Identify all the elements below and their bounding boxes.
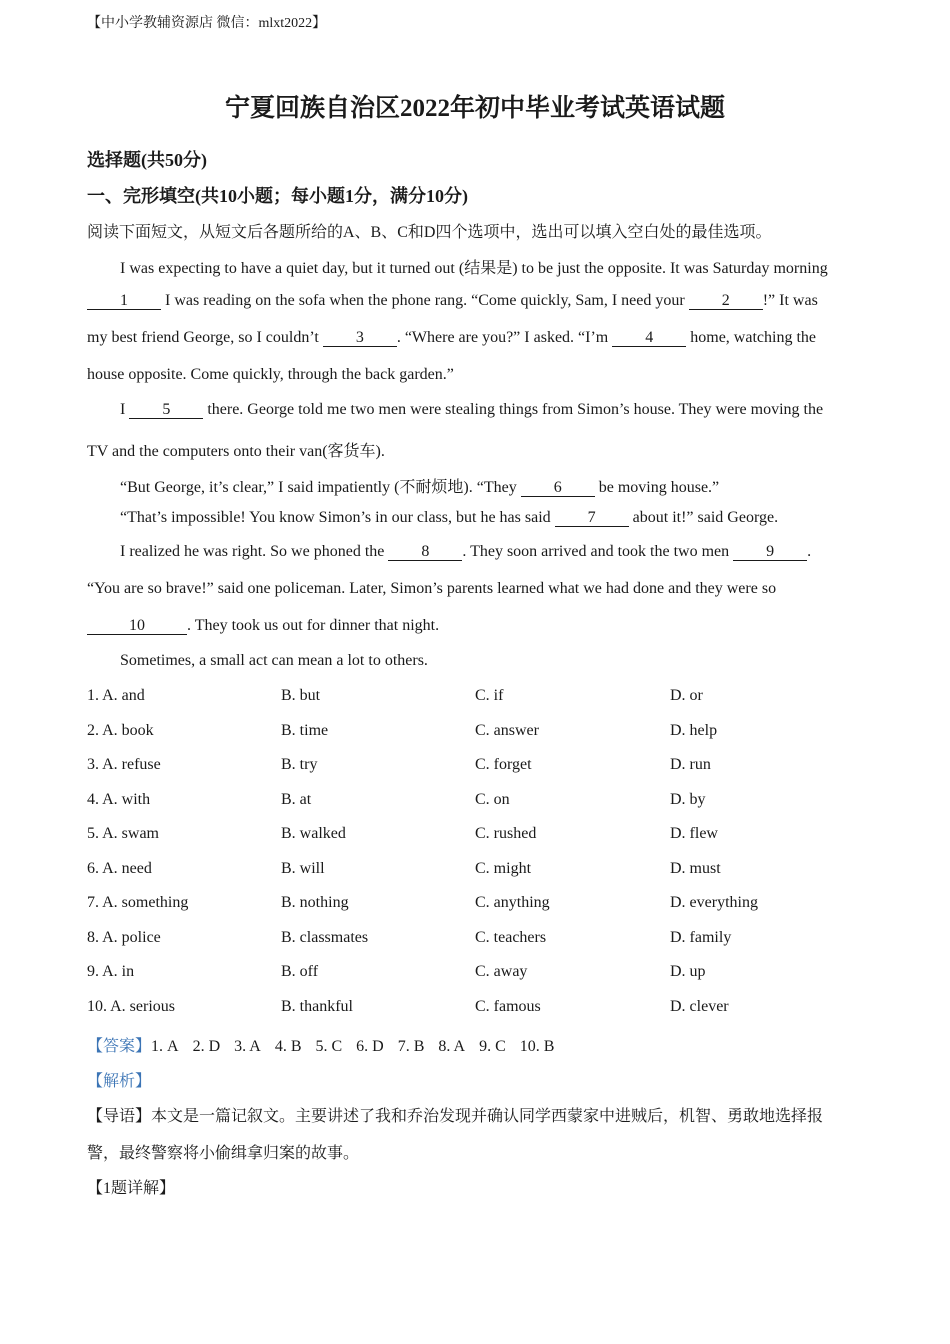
answer-item: 10. B xyxy=(519,1038,555,1055)
passage-text: !” It was xyxy=(762,292,818,309)
option-d: D. or xyxy=(670,687,703,704)
blank-2: 2 xyxy=(689,292,763,310)
option-d: D. clever xyxy=(670,998,729,1015)
option-row xyxy=(87,756,867,778)
answer-item: 3. A xyxy=(234,1038,261,1055)
option-a: 10. A. serious xyxy=(87,998,175,1015)
option-row xyxy=(87,929,867,951)
option-c: C. on xyxy=(475,791,510,808)
passage-text: . They soon arrived and took the two men xyxy=(462,543,734,560)
option-d: D. by xyxy=(670,791,706,808)
passage-text: I was expecting to have a quiet day, but it turned out (结果是) to be just the opposite. It was Saturday morning xyxy=(120,260,828,277)
passage-text: . “Where are you?” I asked. “I’m xyxy=(396,329,613,346)
blank-8: 8 xyxy=(388,543,462,561)
answer-item: 2. D xyxy=(192,1038,221,1055)
option-c: C. teachers xyxy=(475,929,547,946)
option-c: C. rushed xyxy=(475,825,537,842)
passage-text: there. George told me two men were stealing things from Simon’s house. They were moving the xyxy=(203,401,824,418)
option-c: C. away xyxy=(475,963,528,980)
option-row xyxy=(87,860,867,882)
option-b: B. classmates xyxy=(281,929,369,946)
option-d: D. help xyxy=(670,722,718,739)
option-c: C. answer xyxy=(475,722,539,739)
option-b: B. but xyxy=(281,687,321,704)
passage-line xyxy=(120,255,828,278)
section-heading-main: 选择题(共50分) xyxy=(87,150,207,170)
answer-item: 6. D xyxy=(356,1038,384,1055)
option-a: 6. A. need xyxy=(87,860,152,877)
option-b: B. at xyxy=(281,791,312,808)
option-a: 5. A. swam xyxy=(87,825,159,842)
option-d: D. up xyxy=(670,963,706,980)
option-row xyxy=(87,963,867,985)
passage-text: my best friend George, so I couldn’t xyxy=(87,329,323,346)
answer-item: 7. B xyxy=(397,1038,425,1055)
answer-label: 【答案】 xyxy=(87,1038,152,1055)
blank-9: 9 xyxy=(733,543,807,561)
option-c: C. forget xyxy=(475,756,532,773)
option-a: 3. A. refuse xyxy=(87,756,161,773)
answer-item: 9. C xyxy=(479,1038,506,1055)
blank-5: 5 xyxy=(129,401,203,419)
option-b: B. try xyxy=(281,756,318,773)
option-row xyxy=(87,722,867,744)
option-d: D. must xyxy=(670,860,721,877)
option-d: D. flew xyxy=(670,825,718,842)
option-a: 9. A. in xyxy=(87,963,135,980)
blank-7: 7 xyxy=(555,509,629,527)
blank-3: 3 xyxy=(323,329,397,347)
passage-text: I was reading on the sofa when the phone rang. “Come quickly, Sam, I need your xyxy=(161,292,689,309)
passage-text: Sometimes, a small act can mean a lot to others. xyxy=(120,652,428,669)
guide-text: 警，最终警察将小偷缉拿归案的故事。 xyxy=(87,1145,360,1162)
header-note: 【中小学教辅资源店 微信：mlxt2022】 xyxy=(87,16,327,31)
passage-text: TV and the computers onto their van(客货车). xyxy=(87,443,385,460)
answer-item: 4. B xyxy=(274,1038,302,1055)
option-c: C. famous xyxy=(475,998,541,1015)
answer-item: 8. A xyxy=(438,1038,466,1055)
passage-line xyxy=(120,474,719,497)
analysis-label: 【解析】 xyxy=(87,1073,152,1090)
option-b: B. nothing xyxy=(281,894,349,911)
passage-line xyxy=(87,329,816,347)
answer-item: 1. A xyxy=(151,1038,179,1055)
passage-line xyxy=(120,543,811,561)
option-d: D. family xyxy=(670,929,732,946)
passage-text: about it!” said George. xyxy=(628,509,779,526)
passage-line xyxy=(87,292,818,310)
option-c: C. anything xyxy=(475,894,550,911)
option-a: 4. A. with xyxy=(87,791,151,808)
option-row xyxy=(87,998,867,1020)
option-d: D. everything xyxy=(670,894,758,911)
option-c: C. might xyxy=(475,860,532,877)
option-a: 1. A. and xyxy=(87,687,145,704)
option-b: B. off xyxy=(281,963,319,980)
option-c: C. if xyxy=(475,687,504,704)
passage-line xyxy=(120,509,778,527)
option-a: 7. A. something xyxy=(87,894,189,911)
passage-text: house opposite. Come quickly, through the back garden.” xyxy=(87,366,454,383)
page-title: 宁夏回族自治区2022年初中毕业考试英语试题 xyxy=(224,95,725,122)
blank-10: 10 xyxy=(87,617,187,635)
passage-text: I xyxy=(120,401,130,418)
passage-text: “But George, it’s clear,” I said impatiently (不耐烦地). “They xyxy=(120,479,521,496)
option-b: B. walked xyxy=(281,825,346,842)
blank-4: 4 xyxy=(612,329,686,347)
option-row xyxy=(87,687,867,709)
passage-line xyxy=(87,366,454,384)
option-row xyxy=(87,791,867,813)
option-d: D. run xyxy=(670,756,711,773)
passage-text: home, watching the xyxy=(686,329,816,346)
option-b: B. will xyxy=(281,860,325,877)
option-a: 8. A. police xyxy=(87,929,161,946)
passage-line xyxy=(87,438,385,461)
passage-text: “That’s impossible! You know Simon’s in our class, but he has said xyxy=(120,509,555,526)
option-b: B. time xyxy=(281,722,329,739)
section-heading-cloze: 一、完形填空(共10小题；每小题1分，满分10分) xyxy=(87,186,468,206)
option-b: B. thankful xyxy=(281,998,353,1015)
blank-1: 1 xyxy=(87,292,161,310)
passage-line xyxy=(87,617,439,635)
passage-line xyxy=(120,401,823,419)
passage-line xyxy=(87,580,776,598)
passage-line xyxy=(120,652,428,670)
option-a: 2. A. book xyxy=(87,722,154,739)
detail-heading: 【1题详解】 xyxy=(87,1180,176,1197)
passage-text: “You are so brave!” said one policeman. Later, Simon’s parents learned what we had done and they were so xyxy=(87,580,777,597)
guide-text: 【导语】本文是一篇记叙文。主要讲述了我和乔治发现并确认同学西蒙家中进贼后，机智、勇敢地选择报 xyxy=(87,1108,824,1125)
option-row xyxy=(87,825,867,847)
answer-line xyxy=(87,1033,568,1056)
option-row xyxy=(87,894,867,916)
passage-text: . They took us out for dinner that night. xyxy=(187,617,440,634)
instructions: 阅读下面短文，从短文后各题所给的A、B、C和D四个选项中，选出可以填入空白处的最佳选项。 xyxy=(87,224,772,241)
answer-item: 5. C xyxy=(315,1038,343,1055)
passage-text: be moving house.” xyxy=(594,479,720,496)
passage-text: I realized he was right. So we phoned the xyxy=(120,543,389,560)
blank-6: 6 xyxy=(521,479,595,497)
passage-text: . xyxy=(807,543,812,560)
